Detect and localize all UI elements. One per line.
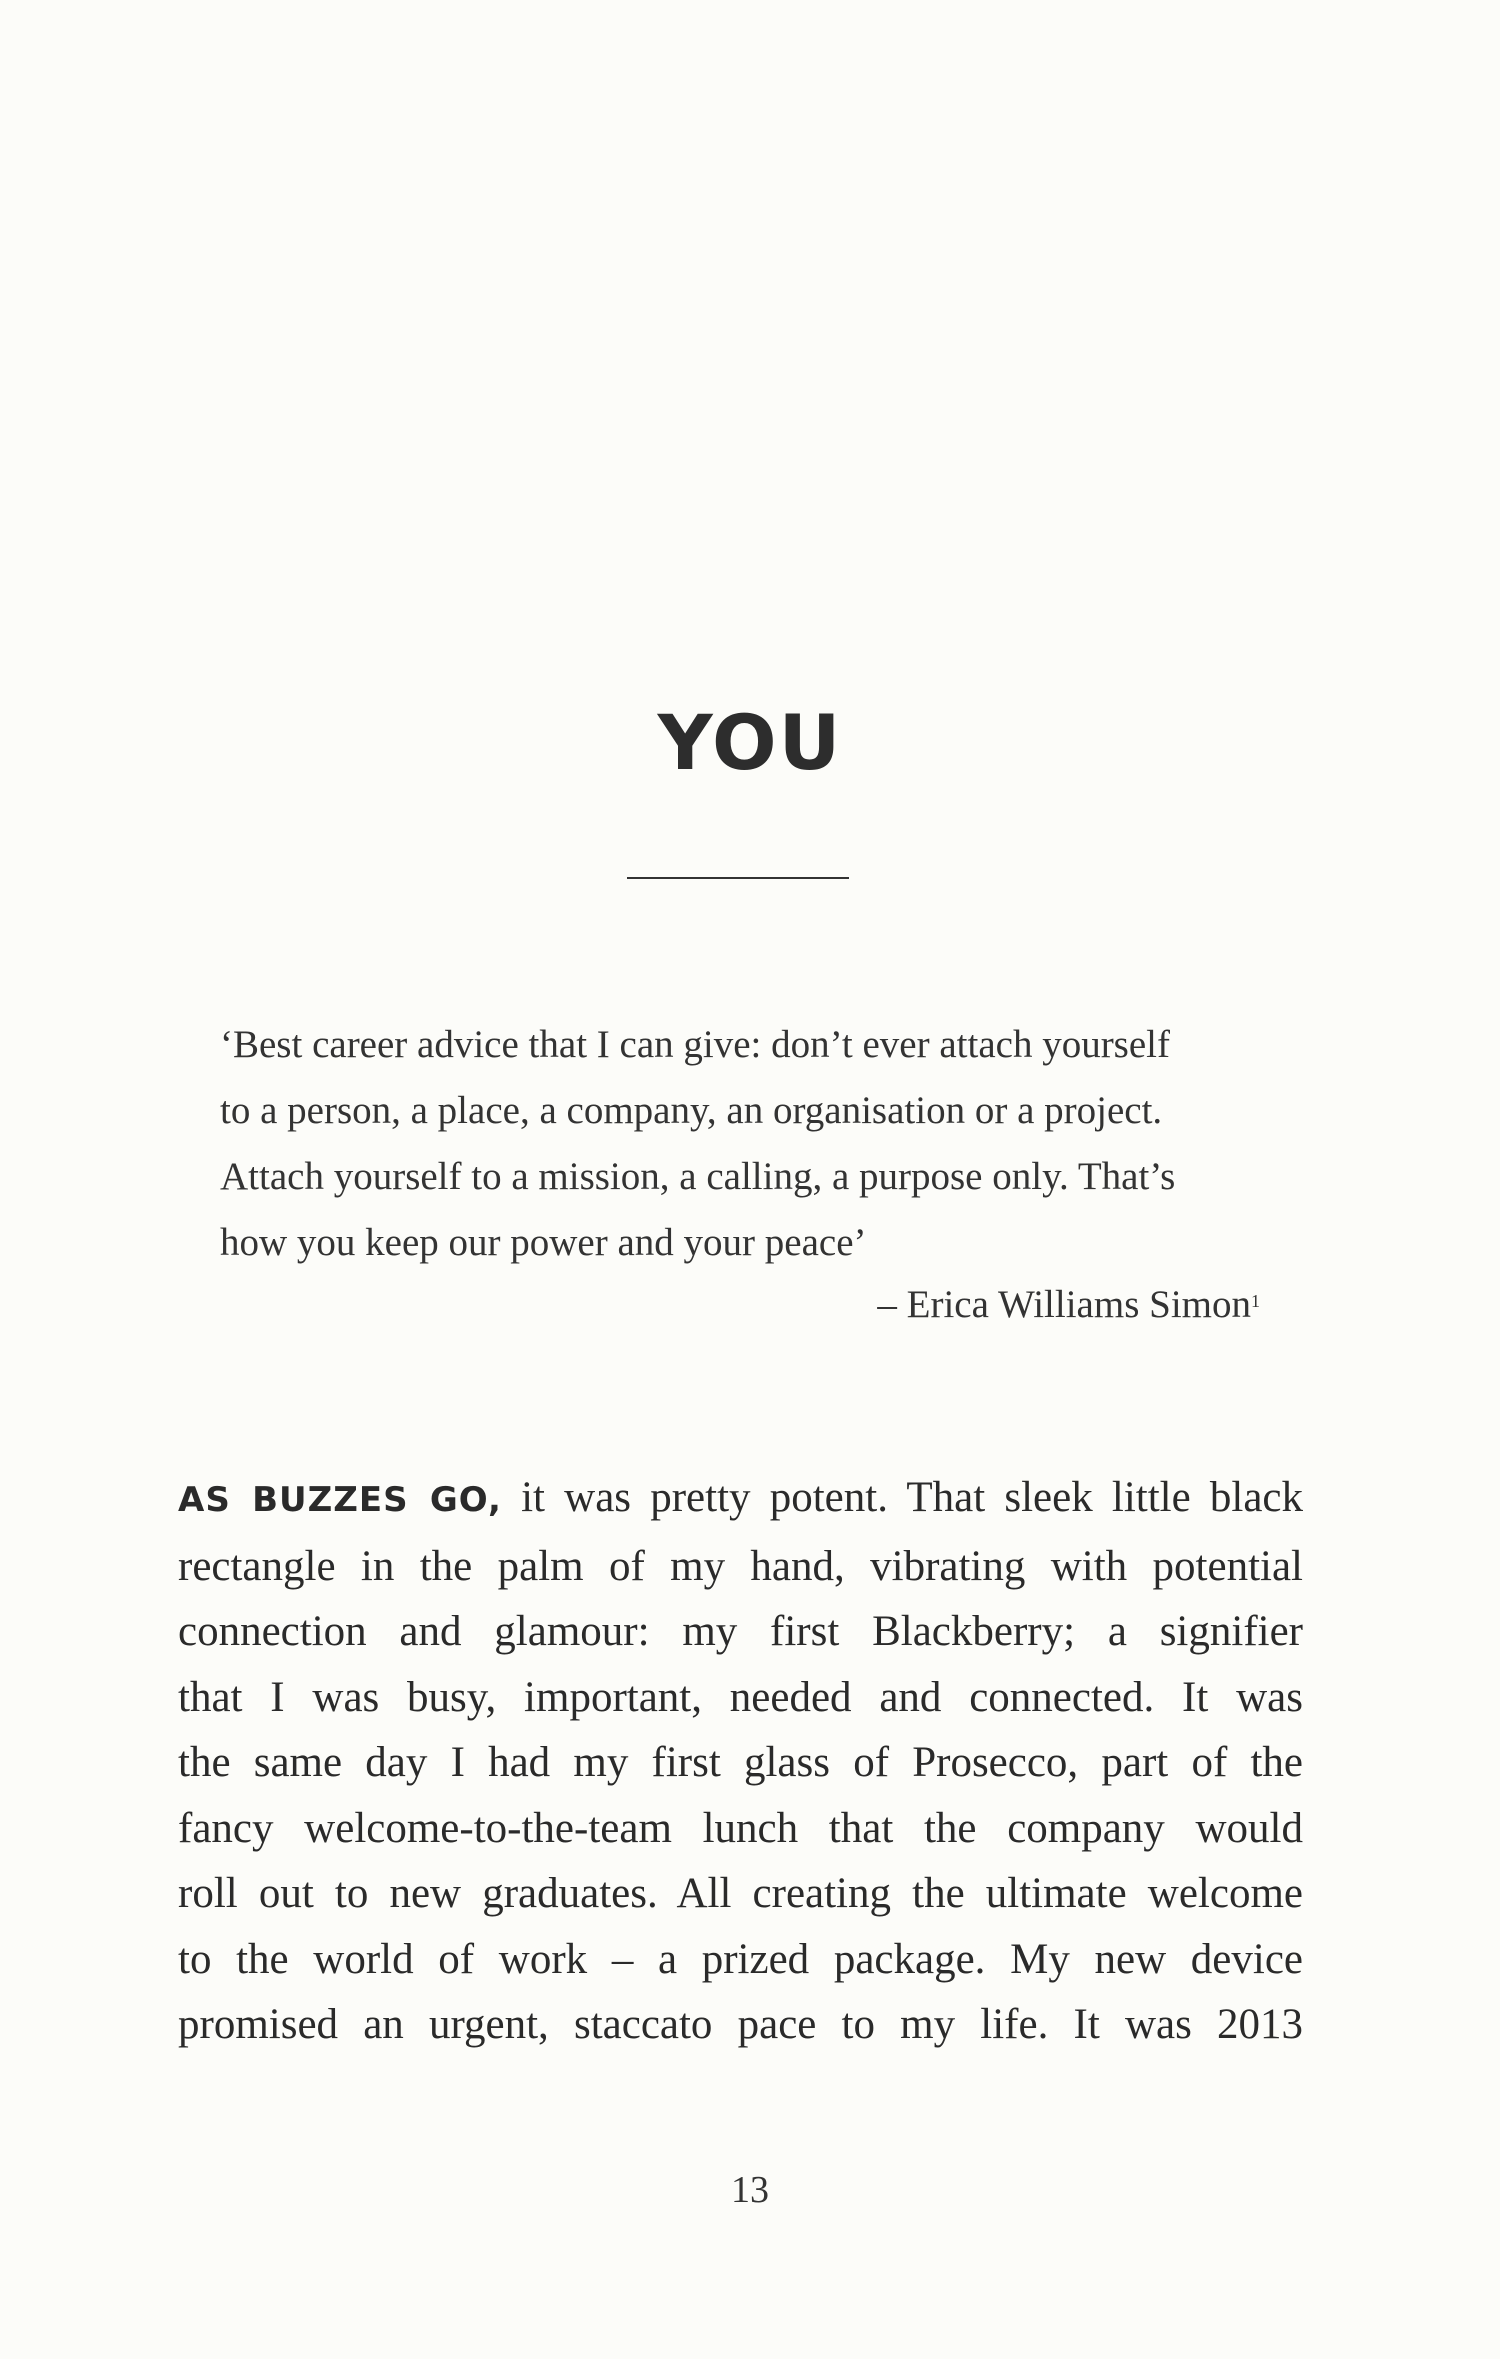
epigraph-attribution bbox=[877, 1272, 1260, 1338]
body-line: roll out to new graduates. All creating the ultimate welcome bbox=[178, 1870, 1303, 1917]
lead-in-text: AS BUZZES GO, bbox=[178, 1480, 502, 1520]
first-line-text: it was pretty potent. That sleek little black bbox=[501, 1474, 1304, 1521]
title-divider bbox=[627, 877, 849, 879]
attribution-text: – Erica Williams Simon bbox=[877, 1283, 1251, 1326]
body-line: to the world of work – a prized package. My new device bbox=[178, 1935, 1303, 1983]
epigraph-line: ‘Best career advice that I can give: don’t ever attach yourself bbox=[220, 1023, 1170, 1066]
body-line: connection and glamour: my first Blackberry; a signifier bbox=[178, 1608, 1303, 1655]
chapter-title: YOU bbox=[657, 698, 843, 787]
body-line bbox=[178, 1465, 1303, 1534]
body-line: promised an urgent, staccato pace to my life. It was 2013 bbox=[178, 2001, 1303, 2048]
body-line: rectangle in the palm of my hand, vibrating with potential bbox=[178, 1542, 1303, 1590]
page-number: 13 bbox=[731, 2169, 769, 2211]
body-line: the same day I had my first glass of Prosecco, part of the bbox=[178, 1739, 1303, 1786]
body-line: fancy welcome-to-the-team lunch that the company would bbox=[178, 1804, 1303, 1852]
epigraph-line: Attach yourself to a mission, a calling, a purpose only. That’s bbox=[220, 1155, 1176, 1198]
footnote-marker: 1 bbox=[1251, 1291, 1260, 1311]
epigraph-line: how you keep our power and your peace’ bbox=[220, 1221, 867, 1264]
body-line: that I was busy, important, needed and connected. It was bbox=[178, 1673, 1303, 1721]
body-paragraph bbox=[178, 1465, 1303, 2058]
epigraph-line: to a person, a place, a company, an organisation or a project. bbox=[220, 1089, 1163, 1132]
epigraph-quote bbox=[220, 1012, 1260, 1276]
